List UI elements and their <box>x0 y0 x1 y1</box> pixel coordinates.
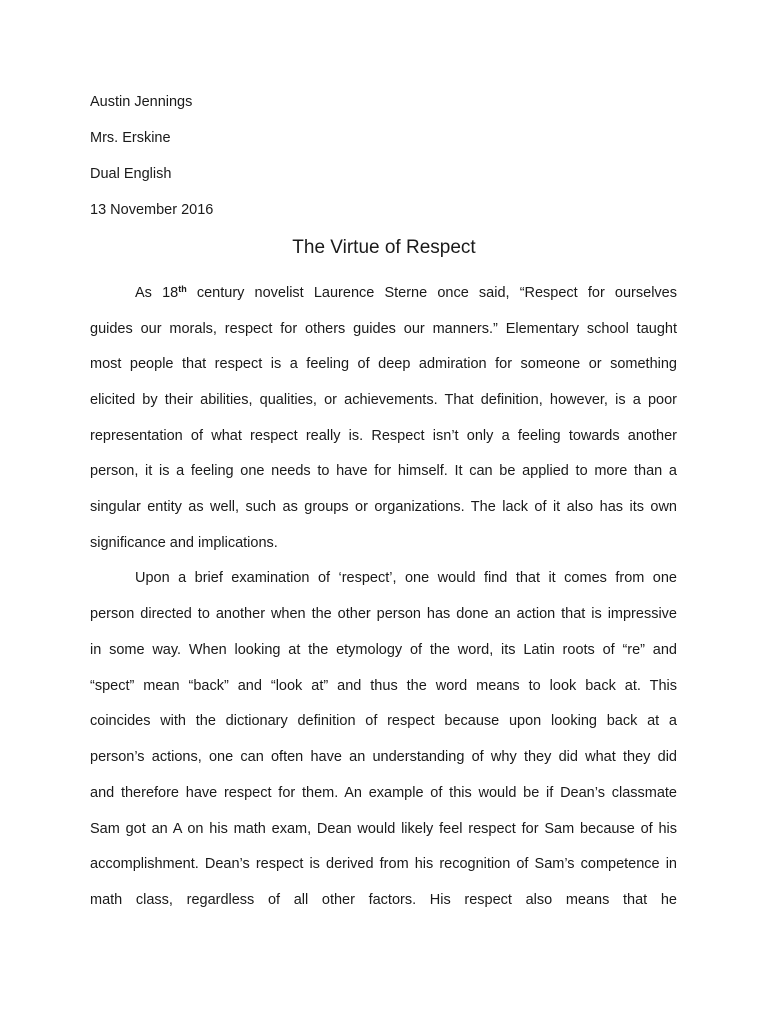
paragraph-2-line: “spect” mean “back” and “look at” and thus the word means to look back at. This <box>90 678 677 694</box>
paragraph-2-line: math class, regardless of all other factors. His respect also means that he <box>90 892 677 908</box>
paragraph-1-line: guides our morals, respect for others guides our manners.” Elementary school taught <box>90 321 677 337</box>
paragraph-1-opening-rest: century novelist Laurence Sterne once said, “Respect for ourselves <box>186 285 677 301</box>
ordinal-superscript: th <box>178 284 187 294</box>
essay-date: 13 November 2016 <box>90 202 214 218</box>
author-name: Austin Jennings <box>90 94 193 110</box>
paragraph-1-line-1 <box>135 284 677 302</box>
paragraph-2-line: accomplishment. Dean’s respect is derived from his recognition of Sam’s competence in <box>90 856 677 872</box>
paragraph-2-line: person’s actions, one can often have an understanding of why they did what they did <box>90 749 677 765</box>
paragraph-1-opening-text: As 18 <box>135 285 179 301</box>
paragraph-1-line: person, it is a feeling one needs to have for himself. It can be applied to more than a <box>90 463 677 479</box>
paragraph-2-line: and therefore have respect for them. An example of this would be if Dean’s classmate <box>90 785 677 801</box>
paragraph-2-line: Sam got an A on his math exam, Dean would likely feel respect for Sam because of his <box>90 821 677 837</box>
paragraph-1-line: most people that respect is a feeling of deep admiration for someone or something <box>90 356 677 372</box>
paragraph-1-line: significance and implications. <box>90 535 278 551</box>
course-name: Dual English <box>90 166 172 182</box>
paragraph-2-line: Upon a brief examination of ‘respect’, one would find that it comes from one <box>135 570 677 586</box>
paragraph-2-line: person directed to another when the other person has done an action that is impressive <box>90 606 677 622</box>
paragraph-1-line: elicited by their abilities, qualities, or achievements. That definition, however, is a poor <box>90 392 677 408</box>
paragraph-1-line: singular entity as well, such as groups or organizations. The lack of it also has its own <box>90 499 677 515</box>
paragraph-2-line: coincides with the dictionary definition of respect because upon looking back at a <box>90 713 677 729</box>
teacher-name: Mrs. Erskine <box>90 130 171 146</box>
essay-title: The Virtue of Respect <box>292 237 476 258</box>
paragraph-2-line: in some way. When looking at the etymology of the word, its Latin roots of “re” and <box>90 642 677 658</box>
paragraph-1-line: representation of what respect really is. Respect isn’t only a feeling towards another <box>90 428 677 444</box>
